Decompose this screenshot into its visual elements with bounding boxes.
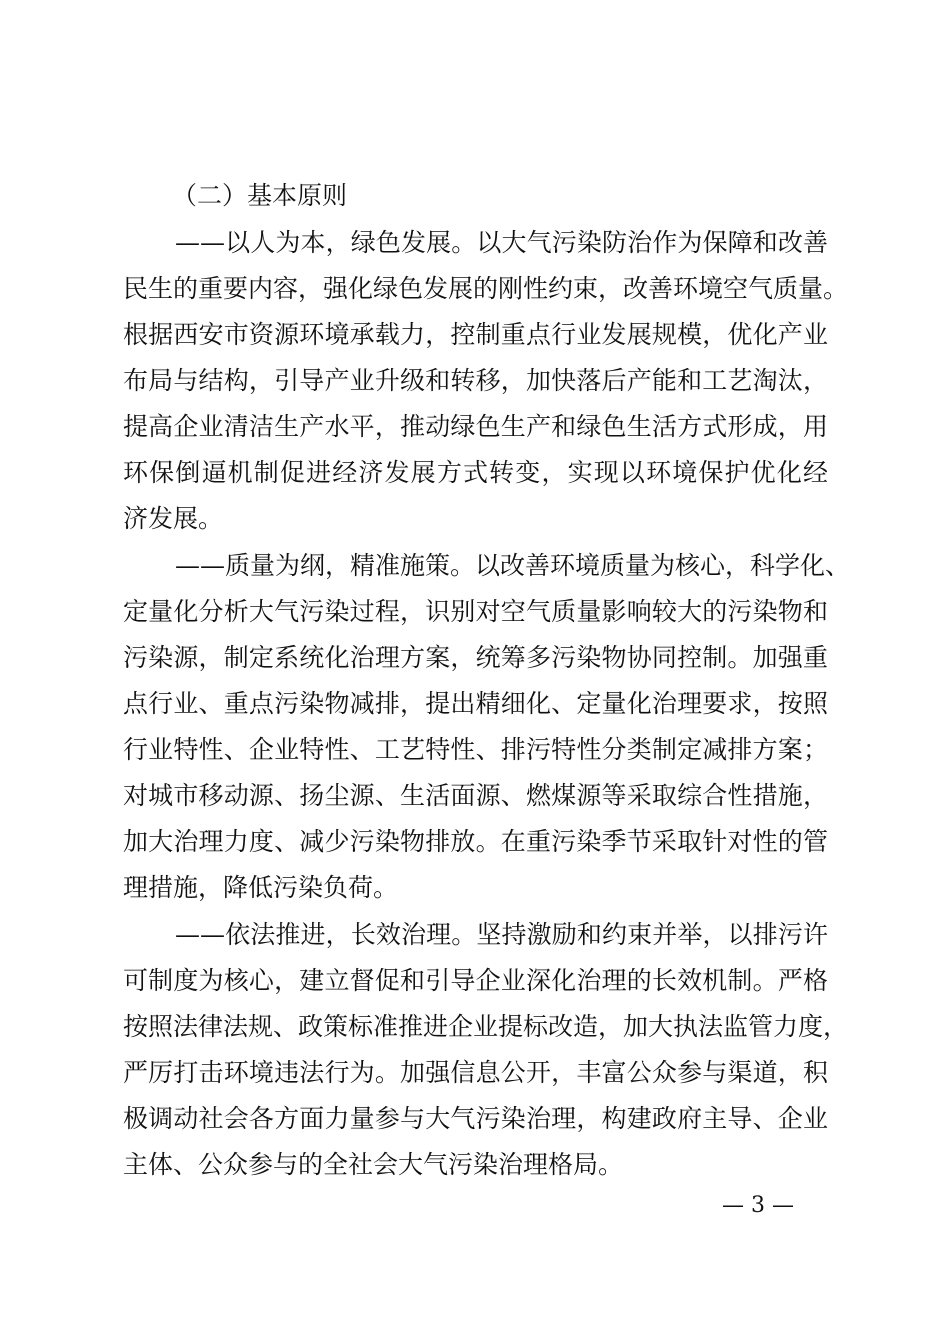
paragraph-3-line-2: 可制度为核心，建立督促和引导企业深化治理的长效机制。严格 xyxy=(123,966,828,995)
paragraph-1-line-7: 济发展。 xyxy=(123,504,224,533)
page-number: — 3 — xyxy=(722,1193,794,1218)
paragraph-1-line-3: 根据西安市资源环境承载力，控制重点行业发展规模，优化产业 xyxy=(123,320,828,349)
paragraph-1-line-6: 环保倒逼机制促进经济发展方式转变，实现以环境保护优化经 xyxy=(123,458,828,487)
paragraph-1-line-4: 布局与结构，引导产业升级和转移，加快落后产能和工艺淘汰， xyxy=(123,366,828,395)
paragraph-1-line-1: ——以人为本，绿色发展。以大气污染防治作为保障和改善 xyxy=(175,228,828,257)
paragraph-2-line-3: 污染源，制定系统化治理方案，统筹多污染物协同控制。加强重 xyxy=(123,643,828,672)
paragraph-1-line-5: 提高企业清洁生产水平，推动绿色生产和绿色生活方式形成，用 xyxy=(123,412,828,441)
paragraph-1-line-2: 民生的重要内容，强化绿色发展的刚性约束，改善环境空气质量。 xyxy=(123,274,849,303)
paragraph-2-line-6: 对城市移动源、扬尘源、生活面源、燃煤源等采取综合性措施， xyxy=(123,781,828,810)
paragraph-3-line-6: 主体、公众参与的全社会大气污染治理格局。 xyxy=(123,1150,624,1179)
paragraph-2-line-8: 理措施，降低污染负荷。 xyxy=(123,873,399,902)
paragraph-2-line-1: ——质量为纲，精准施策。以改善环境质量为核心，科学化、 xyxy=(175,551,851,580)
paragraph-3-line-4: 严厉打击环境违法行为。加强信息公开，丰富公众参与渠道，积 xyxy=(123,1058,828,1087)
paragraph-2-line-7: 加大治理力度、减少污染物排放。在重污染季节采取针对性的管 xyxy=(123,827,828,856)
section-heading: （二）基本原则 xyxy=(172,181,348,210)
paragraph-2-line-5: 行业特性、企业特性、工艺特性、排污特性分类制定减排方案； xyxy=(123,735,828,764)
paragraph-2-line-2: 定量化分析大气污染过程，识别对空气质量影响较大的污染物和 xyxy=(123,597,828,626)
paragraph-3-line-1: ——依法推进，长效治理。坚持激励和约束并举，以排污许 xyxy=(175,920,828,949)
paragraph-3-line-5: 极调动社会各方面力量参与大气污染治理，构建政府主导、企业 xyxy=(123,1104,828,1133)
paragraph-3-line-3: 按照法律法规、政策标准推进企业提标改造，加大执法监管力度， xyxy=(123,1012,849,1041)
paragraph-2-line-4: 点行业、重点污染物减排，提出精细化、定量化治理要求，按照 xyxy=(123,689,828,718)
